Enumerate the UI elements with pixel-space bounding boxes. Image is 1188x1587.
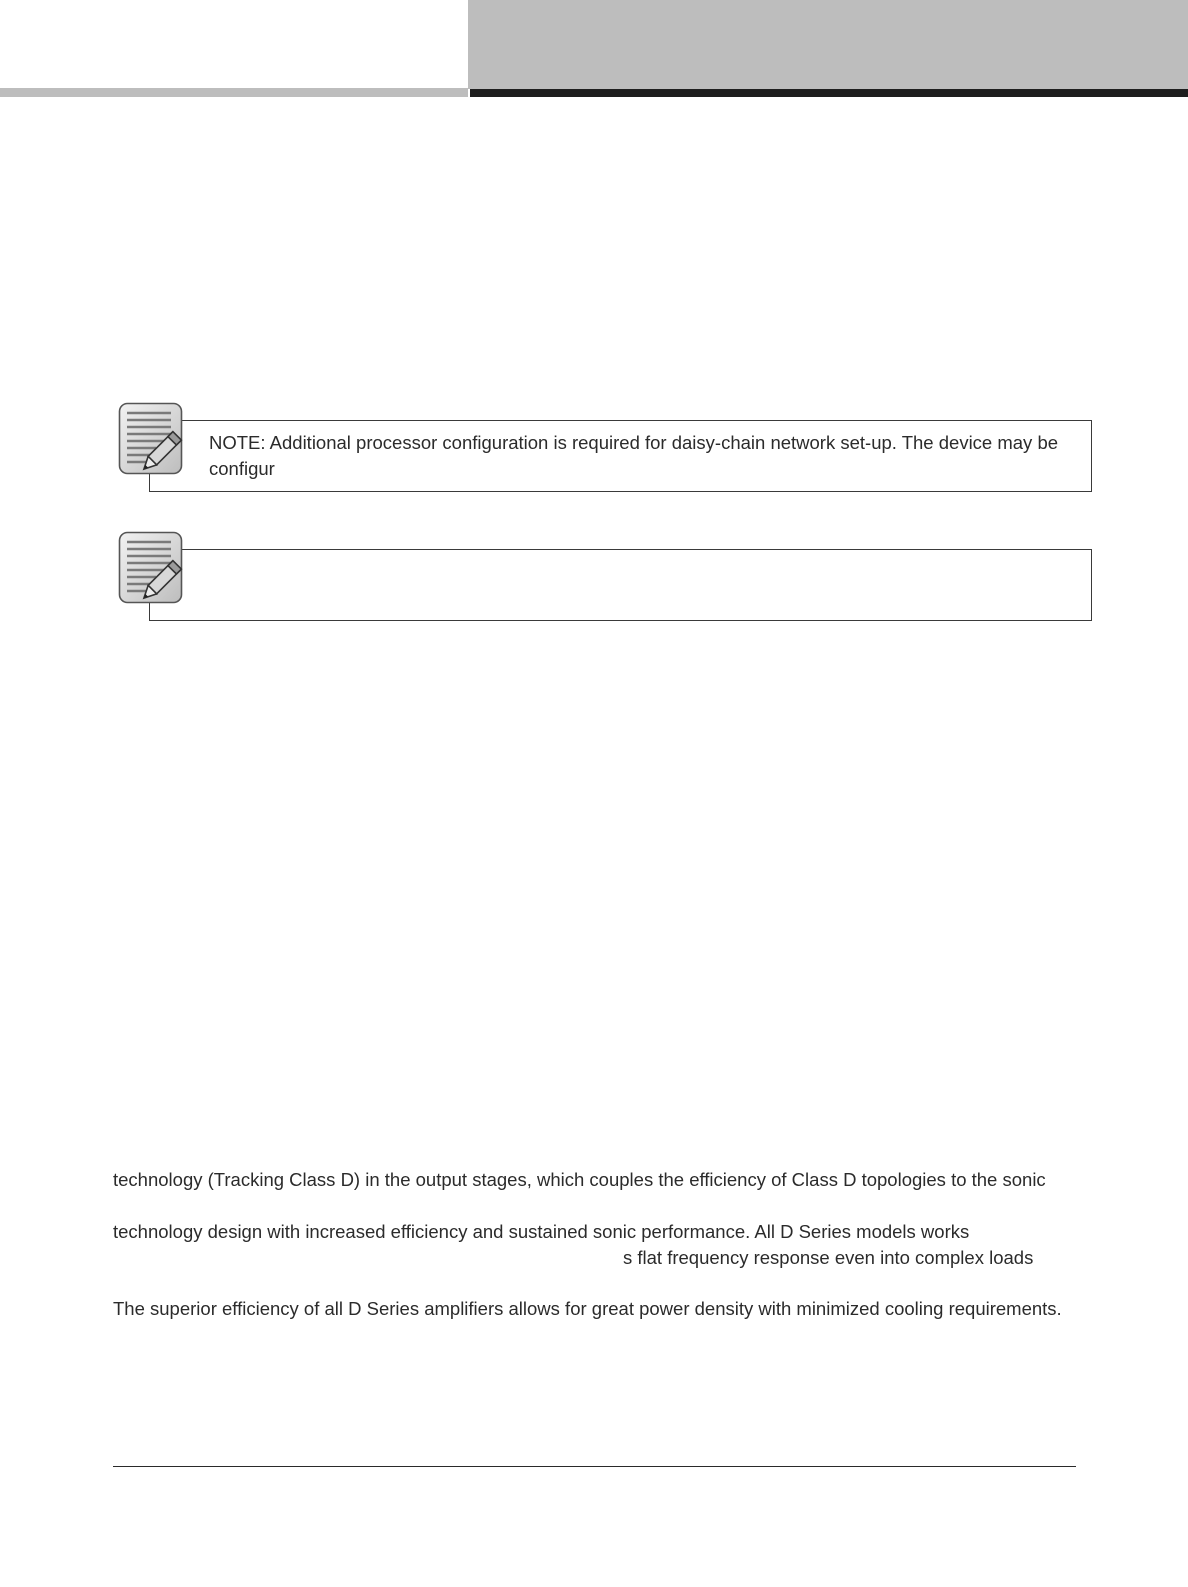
body-paragraph-line: technology (Tracking Class D) in the output stages, which couples the efficiency of Class D topologies to the sonic: [113, 1169, 1046, 1190]
header-gray-block: [468, 0, 1188, 89]
header-right-rule: [470, 89, 1188, 97]
body-paragraph-line: technology design with increased efficiency and sustained sonic performance. All D Series models works: [113, 1221, 970, 1242]
body-paragraph-line: s flat frequency response even into complex loads: [623, 1247, 1034, 1268]
note-pencil-icon: [118, 531, 186, 605]
note-box: [149, 549, 1092, 621]
note-text: NOTE: Additional processor configuration is required for daisy-chain network set-up. The device may be configur: [209, 432, 1059, 479]
note-box: [149, 420, 1092, 492]
note-pencil-icon: [118, 402, 186, 476]
header-left-rule: [0, 88, 468, 97]
footer-rule: [113, 1466, 1076, 1467]
body-paragraph-line: The superior efficiency of all D Series amplifiers allows for great power density with minimized cooling requirements.: [113, 1298, 1062, 1319]
